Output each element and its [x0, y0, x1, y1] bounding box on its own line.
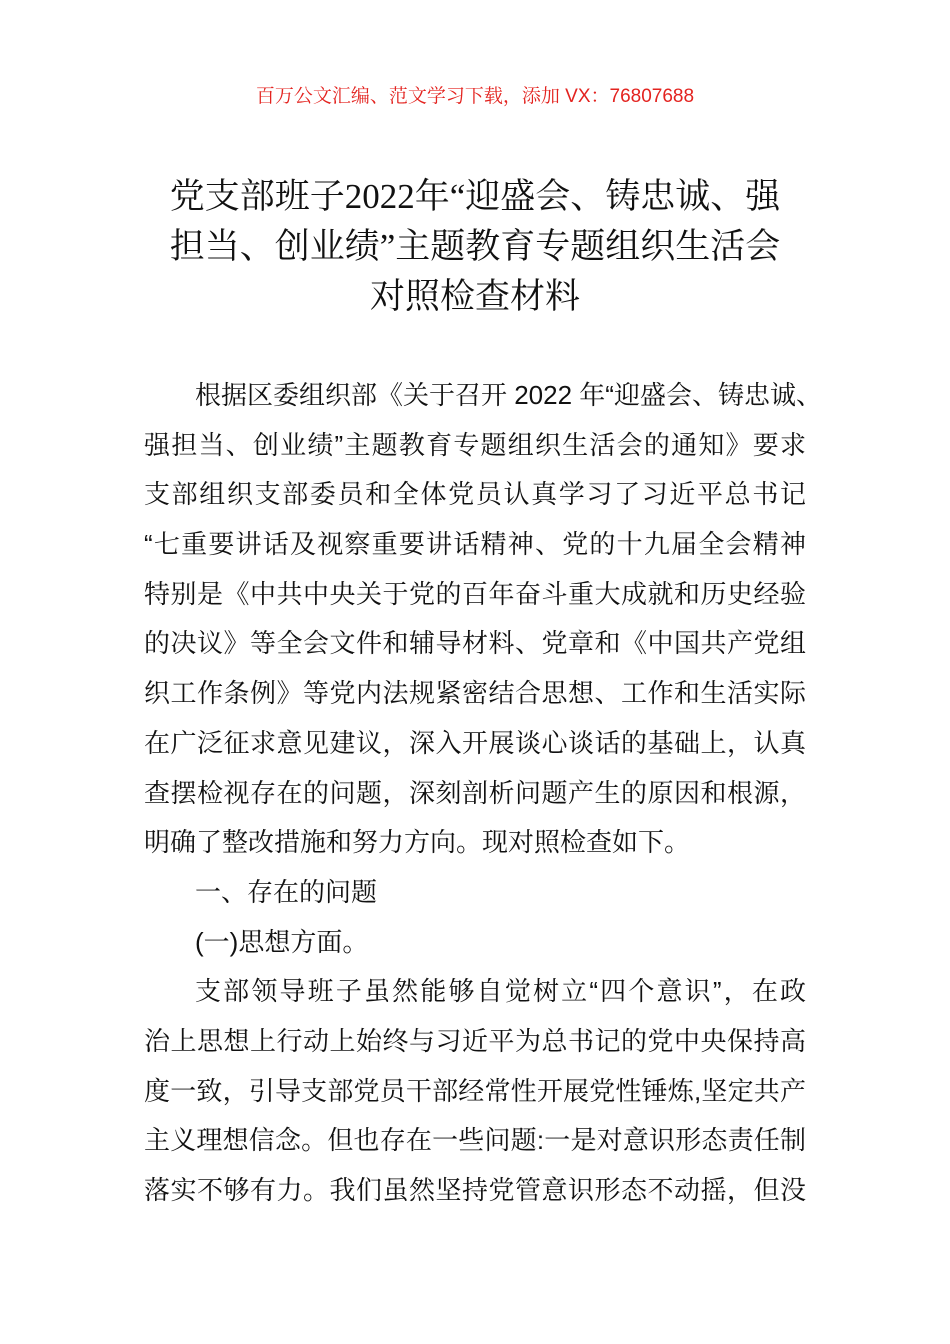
body-line: 主义理想信念。但也存在一些问题:一是对意识形态责任制	[144, 1125, 806, 1156]
body-line: 支部组织支部委员和全体党员认真学习了习近平总书记	[144, 479, 806, 510]
subsection-heading: (一)思想方面。	[195, 926, 369, 957]
body-line: 度一致，引导支部党员干部经常性开展党性锤炼,坚定共产	[144, 1075, 806, 1106]
title-line: 党支部班子2022年“迎盛会、铸忠诚、强	[169, 177, 781, 216]
title-line: 担当、创业绩”主题教育专题组织生活会	[169, 227, 781, 266]
body-line: “七重要讲话及视察重要讲话精神、党的十九届全会精神	[144, 529, 806, 560]
document-body	[144, 371, 822, 1216]
section-heading: 一、存在的问题	[195, 876, 378, 907]
watermark-text: 百万公文汇编、范文学习下载，添加 VX：76807688	[255, 86, 695, 107]
body-line: 明确了整改措施和努力方向。现对照检查如下。	[144, 827, 691, 858]
body-line: 强担当、创业绩”主题教育专题组织生活会的通知》要求	[144, 429, 806, 460]
body-line: 织工作条例》等党内法规紧密结合思想、工作和生活实际	[144, 678, 806, 709]
body-line: 支部领导班子虽然能够自觉树立“四个意识”，在政	[195, 976, 806, 1007]
body-line: 特别是《中共中央关于党的百年奋斗重大成就和历史经验	[144, 578, 806, 609]
body-line: 在广泛征求意见建议，深入开展谈心谈话的基础上，认真	[144, 727, 806, 758]
document-title	[100, 172, 850, 322]
body-line: 治上思想上行动上始终与习近平为总书记的党中央保持高	[144, 1025, 806, 1056]
body-line: 的决议》等全会文件和辅导材料、党章和《中国共产党组	[144, 628, 806, 659]
body-line: 落实不够有力。我们虽然坚持党管意识形态不动摇，但没	[144, 1175, 806, 1205]
body-line: 查摆检视存在的问题，深刻剖析问题产生的原因和根源，	[144, 777, 806, 808]
title-line: 对照检查材料	[369, 277, 580, 316]
body-line: 根据区委组织部《关于召开 2022 年“迎盛会、铸忠诚、	[195, 380, 822, 410]
